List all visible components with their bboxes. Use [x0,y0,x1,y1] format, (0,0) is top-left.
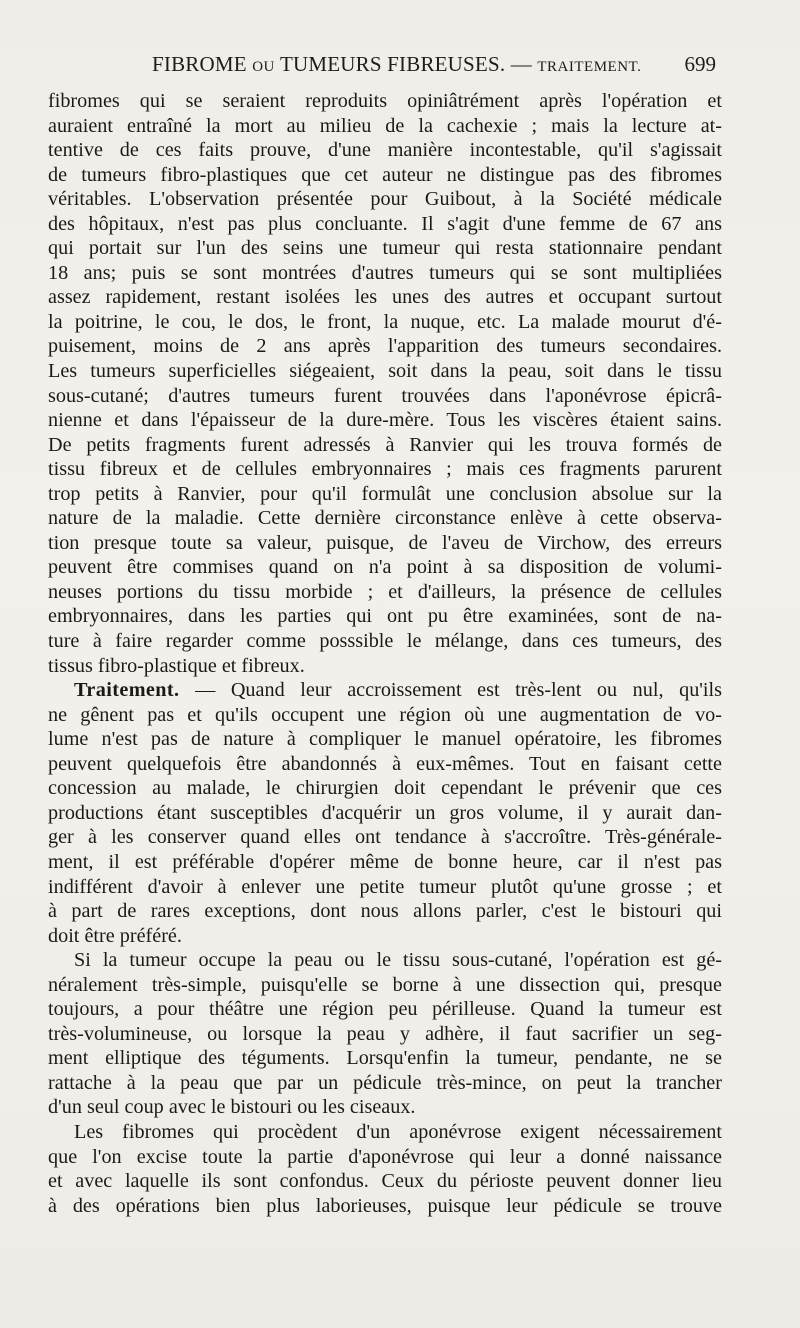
text-line: à des opérations bien plus laborieuses, puisque leur pédicule se trouve [48,1194,722,1217]
paragraph [48,948,722,1120]
text-line: Les fibromes qui procèdent d'un aponévrose exigent nécessairement [74,1120,722,1143]
page-number: 699 [684,52,716,76]
text-line: ment elliptique des téguments. Lorsqu'enfin la tumeur, pendante, ne se [48,1047,722,1070]
running-title [152,52,641,77]
text-line: de tumeurs fibro-plastiques que cet auteur ne distingue pas des fibromes [48,163,722,186]
paragraph [48,89,722,678]
text-line: peuvent être commises quand on n'a point à sa disposition de volumi- [48,556,722,579]
text-line: des hôpitaux, n'est pas plus concluante. Il s'agit d'une femme de 67 ans [48,212,722,235]
text-line: puisement, moins de 2 ans après l'apparition des tumeurs secondaires. [48,335,722,358]
text-line: Les tumeurs superficielles siégeaient, soit dans la peau, soit dans le tissu [48,360,722,383]
text-line: sous-cutané; d'autres tumeurs furent trouvées dans l'aponévrose épicrâ- [48,384,722,407]
text-line: auraient entraîné la mort au milieu de la cachexie ; mais la lecture at- [48,114,722,137]
text-line: productions étant susceptibles d'acquérir un gros volume, il y aurait dan- [48,801,722,824]
text-line: véritables. L'observation présentée pour Guibout, à la Société médicale [48,188,722,211]
text-line: ger à les conserver quand elles ont tendance à s'accroître. Très-générale- [48,826,722,849]
text-line: tissus fibro-plastique et fibreux. [48,654,305,677]
text-line: rattache à la peau que par un pédicule très-mince, on peut la trancher [48,1071,722,1094]
text-line: néralement très-simple, puisqu'elle se borne à une dissection qui, presque [48,973,722,996]
text-line: ment, il est préférable d'opérer même de bonne heure, car il n'est pas [48,850,722,873]
text-line: peuvent quelquefois être abandonnés à eux-mêmes. Tout en faisant cette [48,752,722,775]
text-line: assez rapidement, restant isolées les unes des autres et occupant surtout [48,286,722,309]
text-line: fibromes qui se seraient reproduits opiniâtrément après l'opération et [48,90,722,112]
text-line: très-volumineuse, ou lorsque la peau y adhère, il faut sacrifier un seg- [48,1022,722,1045]
running-title-rest: TUMEURS FIBREUSES. — [279,52,532,76]
text-line: que l'on excise toute la partie d'aponévrose qui leur a donné naissance [48,1145,722,1168]
running-header [48,52,748,82]
running-title-section: TRAITEMENT. [537,59,642,75]
text-line: et avec laquelle ils sont confondus. Ceux du périoste peuvent donner lieu [48,1170,722,1193]
text-line: qui portait sur l'un des seins une tumeur qui resta stationnaire pendant [48,237,722,260]
text-line: indifférent d'avoir à enlever une petite tumeur plutôt qu'une grosse ; et [48,875,722,898]
text-line: ne gênent pas et qu'ils occupent une région où une augmentation de vo- [48,703,722,726]
text-line: doit être préféré. [48,924,182,947]
text-line: nienne et dans l'épaisseur de la dure-mère. Tous les viscères étaient sains. [48,409,722,432]
text-line: De petits fragments furent adressés à Ranvier qui les trouva formés de [48,433,722,456]
text-line: neuses portions du tissu morbide ; et d'ailleurs, la présence de cellules [48,580,722,603]
text-line: 18 ans; puis se sont montrées d'autres tumeurs qui se sont multipliées [48,261,722,284]
section-heading-traitement: Traitement. [74,679,180,702]
text-line: toujours, a pour théâtre une région peu périlleuse. Quand la tumeur est [48,998,722,1021]
text-line: d'un seul coup avec le bistouri ou les ciseaux. [48,1096,416,1119]
text-line: tentive de ces faits prouve, d'une manière incontestable, qu'il s'agissait [48,139,722,162]
text-line: concession au malade, le chirurgien doit cependant le prévenir que ces [48,777,722,800]
text-line: lume n'est pas de nature à compliquer le manuel opératoire, les fibromes [48,728,722,751]
text-line: Si la tumeur occupe la peau ou le tissu sous-cutané, l'opération est gé- [74,949,722,972]
text-line: embryonnaires, dans les parties qui ont pu être examinées, sont de na- [48,605,722,628]
text-line: tissu fibreux et de cellules embryonnaires ; mais ces fragments parurent [48,458,722,481]
body-text [48,89,722,1218]
paragraph-traitement [48,678,722,948]
running-title-main: FIBROME [152,52,247,76]
text-line: tion presque toute sa valeur, puisque, de l'aveu de Virchow, des erreurs [48,531,722,554]
text-line: à part de rares exceptions, dont nous allons parler, c'est le bistouri qui [48,900,722,923]
running-title-ou: OU [252,59,275,75]
paragraph [48,1120,722,1218]
text-line: ture à faire regarder comme posssible le mélange, dans ces tumeurs, des [48,630,722,653]
text-line [48,678,722,703]
text-line: la poitrine, le cou, le dos, le front, la nuque, etc. La malade mourut d'é- [48,310,722,333]
text-fragment: — Quand leur accroissement est très-lent ou nul, qu'ils [179,679,722,702]
text-line: trop petits à Ranvier, pour qu'il formulât une conclusion absolue sur la [48,482,722,505]
text-line: nature de la maladie. Cette dernière circonstance enlève à cette observa- [48,507,722,530]
